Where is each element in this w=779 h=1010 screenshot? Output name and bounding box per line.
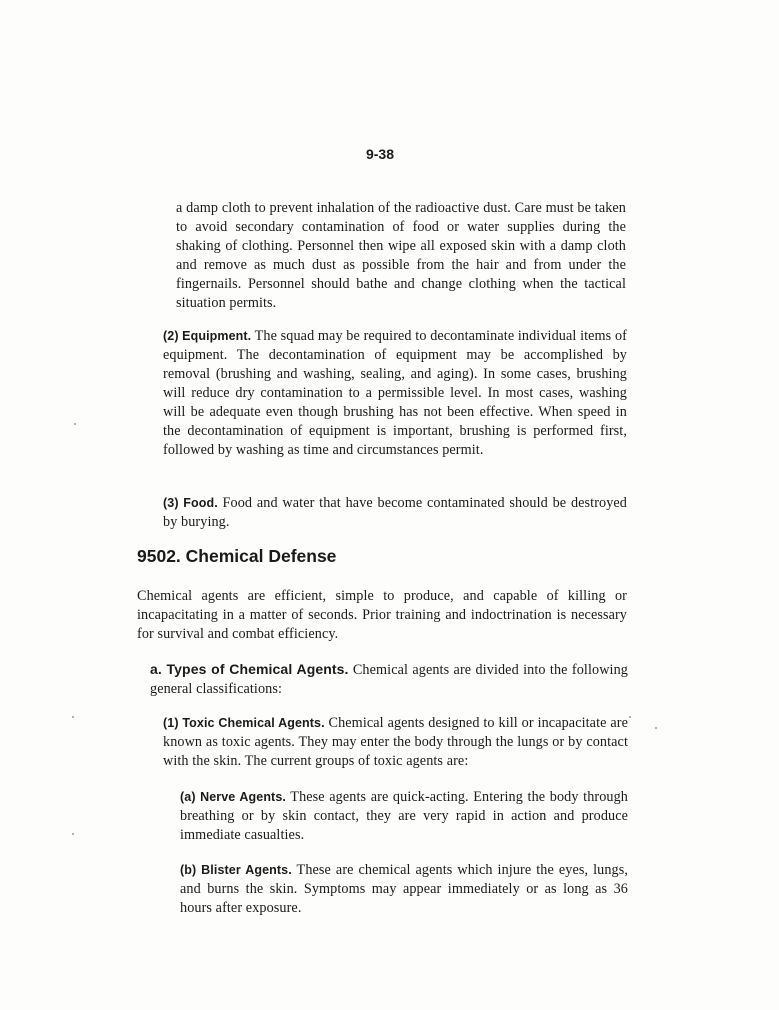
section-heading: 9502. Chemical Defense bbox=[137, 546, 337, 566]
scan-speck bbox=[74, 423, 76, 425]
types-text: Chemical agents are divided into the following general classifications: bbox=[150, 662, 628, 697]
continuation-text: a damp cloth to prevent inhalation of the radioactive dust. Care must be taken to avoid secondary contamination of food or water supplies during the shaking of clothing. Personnel then wipe all exposed skin with a damp cloth and remove as much dust as possible from the hair and from under the fingernails. Personnel should bathe and change clothing when the tactical situation permits. bbox=[176, 200, 626, 311]
toxic-agents-text: Chemical agents designed to kill or incapacitate are known as toxic agents. They may enter the body through the lungs or by contact with the skin. The current groups of toxic agents are: bbox=[163, 715, 629, 769]
nerve-agents-paragraph bbox=[180, 788, 628, 845]
food-heading: (3) Food. bbox=[163, 496, 218, 510]
blister-agents-heading: (b) Blister Agents. bbox=[180, 863, 292, 877]
equipment-text: The squad may be required to decontaminate individual items of equipment. The decontamination of equipment may be accomplished by removal (brushing and washing, sealing, and aging). In some cases, brushing will reduce dry contamination to a permissible level. In most cases, washing will be adequate even though brushing has not been effective. When speed in the decontamination of equipment is important, brushing is performed first, followed by washing as time and circumstances permit. bbox=[163, 328, 627, 458]
continuation-paragraph bbox=[176, 199, 626, 313]
toxic-agents-paragraph bbox=[163, 714, 628, 771]
scan-speck bbox=[72, 716, 74, 718]
types-heading: a. Types of Chemical Agents. bbox=[150, 661, 349, 677]
food-paragraph bbox=[163, 494, 627, 532]
types-paragraph bbox=[150, 660, 628, 699]
scan-speck bbox=[655, 727, 657, 729]
equipment-heading: (2) Equipment. bbox=[163, 329, 252, 343]
intro-paragraph bbox=[137, 587, 627, 644]
scan-speck bbox=[72, 833, 74, 835]
toxic-agents-heading: (1) Toxic Chemical Agents. bbox=[163, 716, 325, 730]
blister-agents-paragraph bbox=[180, 861, 628, 918]
scan-speck bbox=[629, 716, 631, 718]
page-number: 9-38 bbox=[365, 146, 395, 162]
food-text: Food and water that have become contaminated should be destroyed by burying. bbox=[163, 495, 627, 530]
blister-agents-text: These are chemical agents which injure the eyes, lungs, and burns the skin. Symptoms may appear immediately or as long as 36 hours after exposure. bbox=[180, 862, 629, 916]
nerve-agents-heading: (a) Nerve Agents. bbox=[180, 790, 286, 804]
nerve-agents-text: These agents are quick-acting. Entering the body through breathing or by skin contact, they are very rapid in action and produce immediate casualties. bbox=[180, 789, 628, 843]
intro-text: Chemical agents are efficient, simple to produce, and capable of killing or incapacitating in a matter of seconds. Prior training and indoctrination is necessary for survival and combat efficiency. bbox=[137, 588, 627, 642]
equipment-paragraph bbox=[163, 327, 627, 460]
